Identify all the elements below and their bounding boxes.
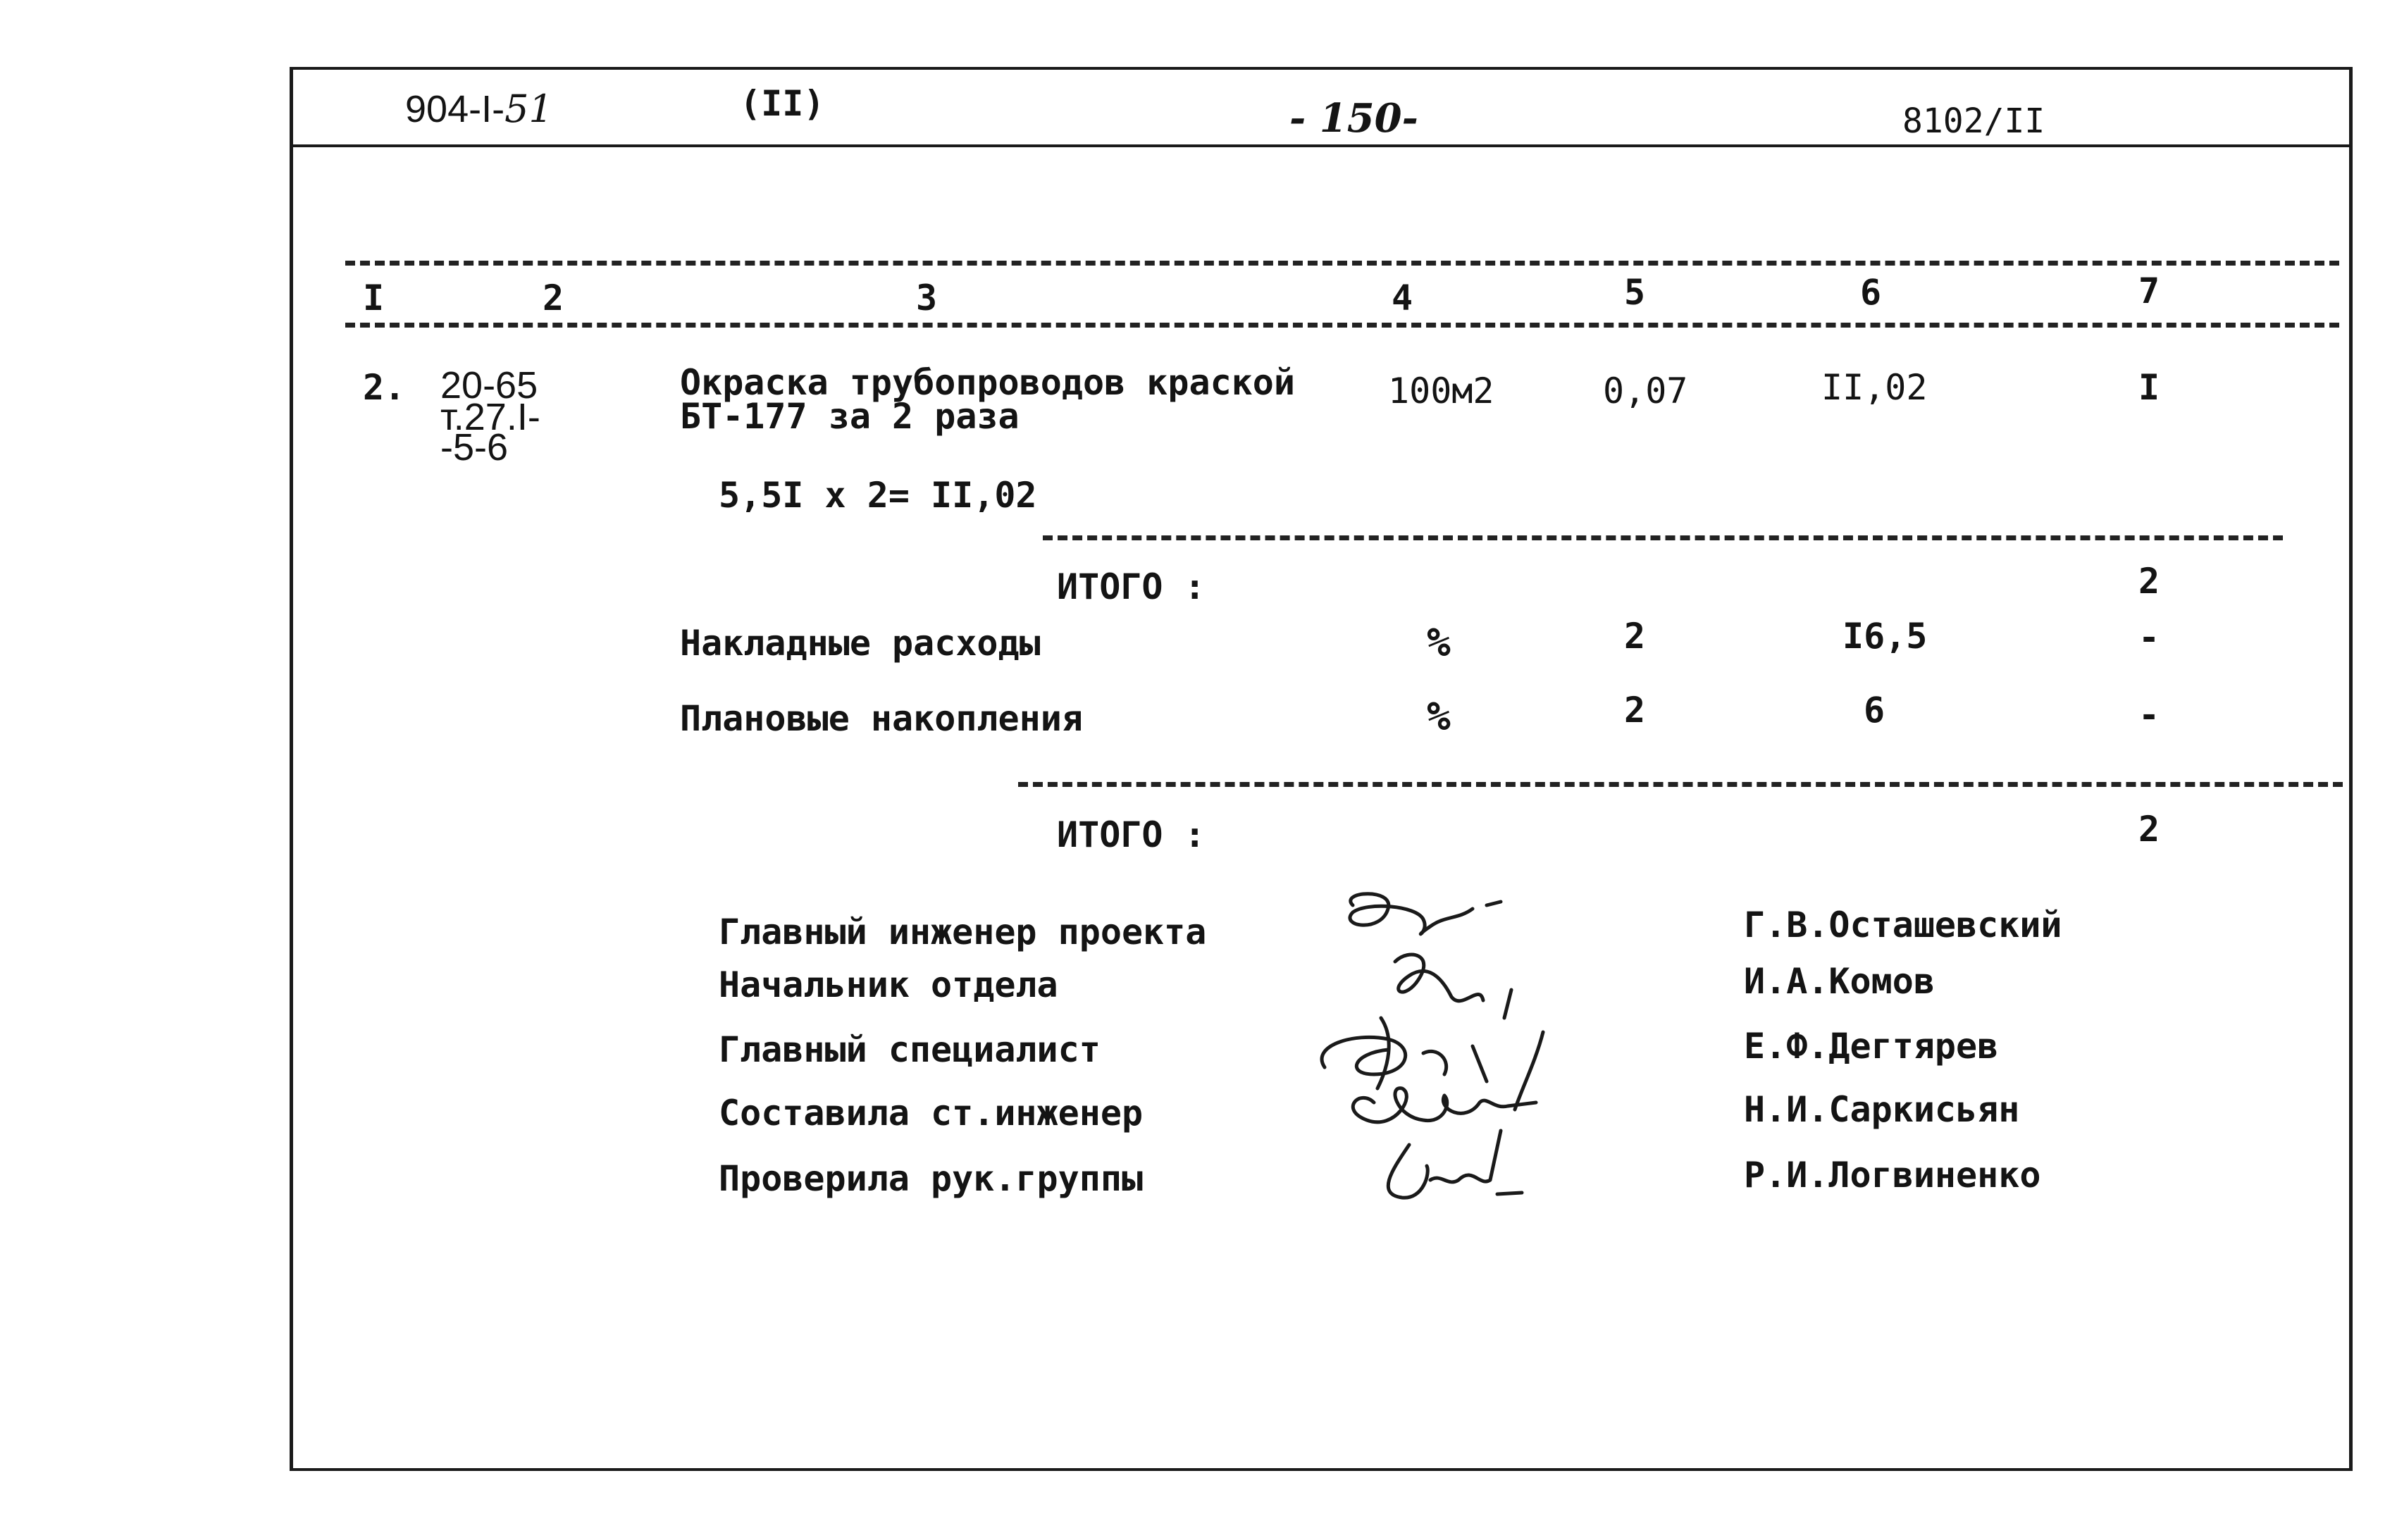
header-page-number: - 150- [1289, 95, 1418, 142]
planned-savings-col7: - [2138, 695, 2160, 735]
dashed-rule-subtotal [1043, 535, 2283, 540]
signature-1 [1350, 894, 1501, 934]
dashed-rule-header-bottom [345, 323, 2339, 328]
signatory-name: И.А.Комов [1744, 961, 1935, 1002]
signatory-name: Г.В.Осташевский [1744, 905, 2062, 945]
header-rule [291, 144, 2351, 147]
signatory-name: Р.И.Логвиненко [1744, 1155, 2041, 1196]
signatory-title: Главный специалист [719, 1029, 1101, 1070]
overheads-label: Накладные расходы [680, 623, 1041, 664]
signatory-title: Начальник отдела [719, 964, 1058, 1005]
dashed-rule-top [345, 261, 2339, 266]
col-num-1: I [363, 278, 385, 318]
signatory-name: Е.Ф.Дегтярев [1744, 1026, 1999, 1067]
header-sheet-code: 8102/II [1902, 101, 2045, 141]
col-num-4: 4 [1392, 278, 1413, 318]
subtotal-label: ИТОГО : [1057, 566, 1206, 607]
overheads-value: I6,5 [1842, 616, 1928, 657]
planned-savings-label: Плановые накопления [680, 698, 1083, 739]
planned-savings-value: 6 [1864, 690, 1885, 731]
signature-2 [1395, 955, 1511, 1018]
row-unit: 100м2 [1388, 371, 1494, 411]
overheads-col7: - [2138, 617, 2160, 658]
signature-5 [1388, 1131, 1522, 1198]
planned-savings-quantity: 2 [1624, 690, 1646, 731]
row-code-line-1: 20-65 [440, 364, 538, 406]
col-num-5: 5 [1624, 272, 1646, 313]
subtotal-col7: 2 [2138, 561, 2160, 602]
row-code-line-3: -5-6 [440, 426, 509, 468]
header-series-handwritten: 51 [504, 87, 553, 131]
header-section: (II) [740, 83, 825, 124]
col-num-2: 2 [543, 278, 564, 318]
overheads-quantity: 2 [1624, 616, 1646, 657]
col-num-3: 3 [916, 278, 938, 318]
page-frame [290, 67, 2353, 1471]
col-num-6: 6 [1860, 272, 1882, 313]
signatory-title: Главный инженер проекта [719, 912, 1207, 952]
row-number: 2. [363, 367, 406, 408]
total-col7: 2 [2138, 809, 2160, 850]
signatory-name: Н.И.Саркисьян [1744, 1089, 2020, 1130]
row-description-line-1: Окраска трубопроводов краской [680, 362, 1295, 403]
row-code-line-2: т.27.I- [440, 396, 540, 438]
dashed-rule-total [1018, 782, 2343, 787]
total-label: ИТОГО : [1057, 814, 1206, 855]
col-num-7: 7 [2138, 271, 2160, 311]
row-col7: I [2138, 367, 2160, 408]
row-quantity: 0,07 [1603, 371, 1688, 411]
signature-3 [1322, 1018, 1543, 1110]
row-description-line-2: БТ-177 за 2 раза [680, 396, 1020, 437]
signature-4 [1353, 1088, 1536, 1122]
overheads-unit: % [1427, 620, 1451, 666]
signatory-title: Проверила рук.группы [719, 1158, 1144, 1199]
signatory-title: Составила ст.инженер [719, 1093, 1144, 1134]
row-calculation: 5,5I x 2= II,02 [719, 475, 1037, 516]
header-series: 904-I-51 [405, 87, 553, 131]
row-value: II,02 [1821, 367, 1928, 408]
handwritten-signatures [1311, 877, 1606, 1215]
planned-savings-unit: % [1427, 694, 1451, 740]
